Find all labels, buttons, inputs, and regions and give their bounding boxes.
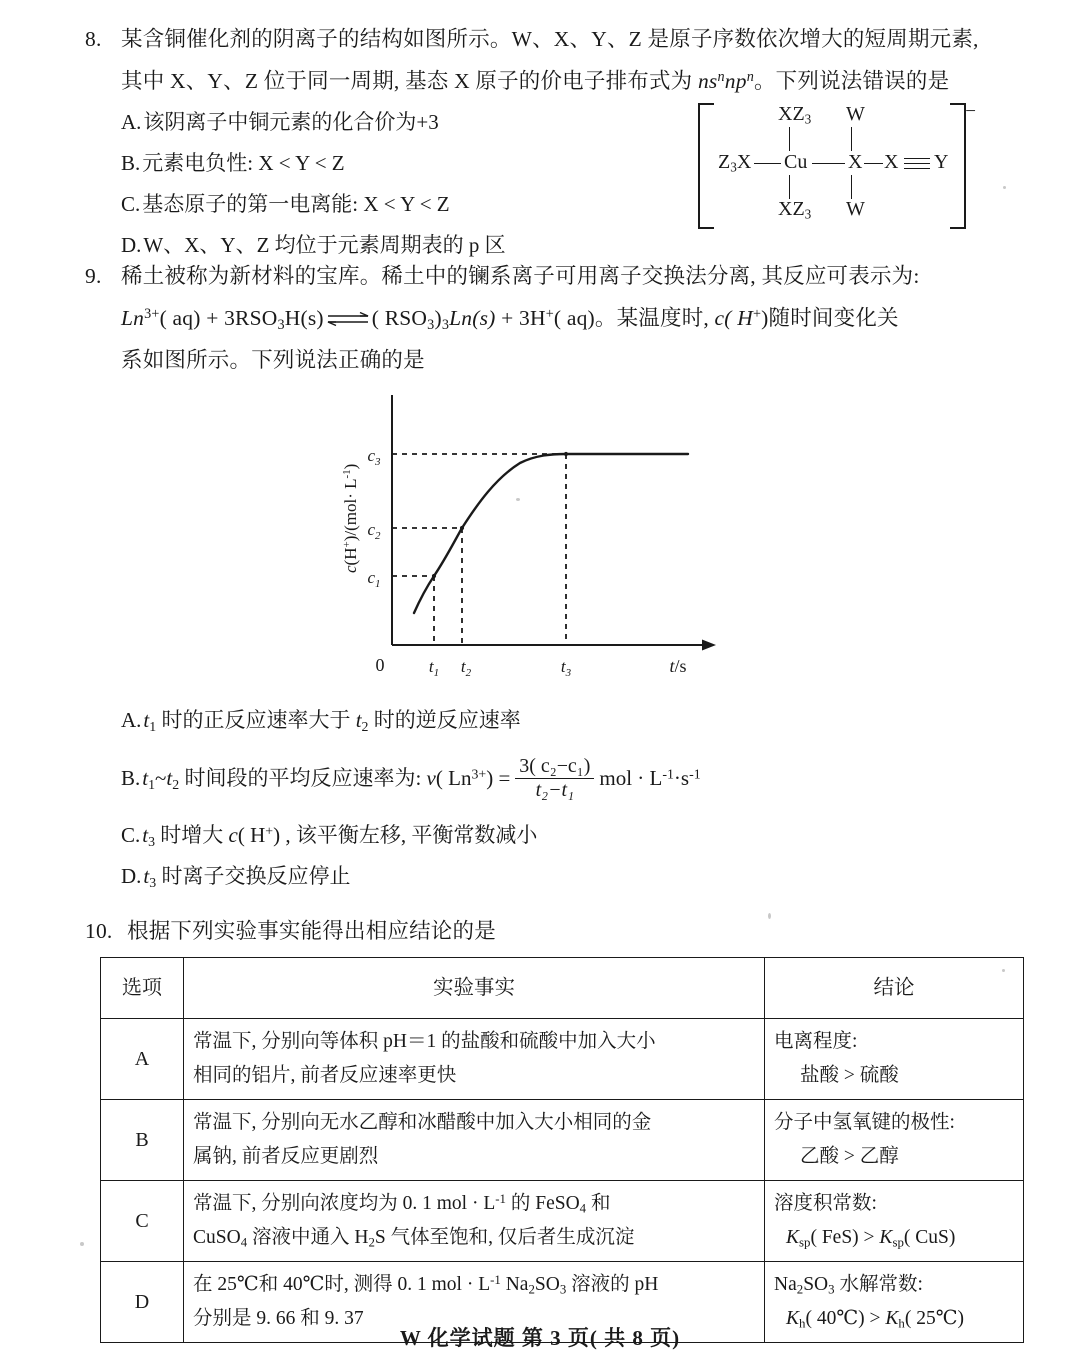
question-8-stem-text: 某含铜催化剂的阴离子的结构如图所示。W、X、Y、Z 是原子序数依次增大的短周期元素, xyxy=(121,27,979,51)
question-9-number: 9. xyxy=(85,264,102,288)
row-b-conc-line-1: 分子中氢氧键的极性: xyxy=(774,1112,955,1133)
q9-option-c-text: 时增大 c( H+) , 该平衡左移, 平衡常数减小 xyxy=(155,823,538,847)
q9-option-b-label: B. xyxy=(121,766,141,790)
equilibrium-arrow-svg xyxy=(326,311,370,327)
question-9 xyxy=(85,255,985,381)
option-b-label: B. xyxy=(121,151,141,175)
header-option: 选项 xyxy=(101,958,184,1019)
q9-option-d-text: 时离子交换反应停止 xyxy=(156,864,351,888)
ligand-bottom-right: W xyxy=(846,198,865,220)
ligand-bottom-left: $XZ_3$ xyxy=(778,198,812,222)
question-8-stem-line-1 xyxy=(85,18,985,60)
question-9-option-a: $A.t_1$ 时的正反应速率大于 $t_2$ 时的逆反应速率 xyxy=(121,708,521,734)
row-a-fact-line-1: 常温下, 分别向等体积 pH＝1 的盐酸和硫酸中加入大小 xyxy=(193,1031,656,1052)
valence-configuration: $ns^nnp^n$ xyxy=(697,69,754,93)
q9-option-c-label: C. xyxy=(121,823,141,847)
row-c-conc-line-1: 溶度积常数: xyxy=(774,1193,877,1214)
chart-svg xyxy=(330,395,730,685)
row-a-fact xyxy=(184,1019,765,1100)
row-a-fact-line-2: 相同的铝片, 前者反应速率更快 xyxy=(193,1065,457,1086)
row-a-option: A xyxy=(101,1019,184,1100)
bracket-left-icon xyxy=(698,103,714,229)
scan-speck xyxy=(516,498,520,501)
question-10-stem xyxy=(85,910,985,952)
question-9-stem-line-1 xyxy=(85,255,985,297)
fraction-numerator: 3( c₂−c₁) xyxy=(519,755,591,778)
row-a-conc-line-2: 盐酸 > 硫酸 xyxy=(800,1065,899,1086)
x-origin-label: 0 xyxy=(375,655,385,675)
row-c-fact xyxy=(184,1181,765,1262)
bond-vertical-top-right xyxy=(851,127,852,151)
option-b-text: 元素电负性: X < Y < Z xyxy=(142,151,345,175)
row-d-conc-line-1: $Na_2SO_3$ 水解常数: xyxy=(774,1274,923,1297)
row-b-option: B xyxy=(101,1100,184,1181)
ligand-left: $Z_3X$ xyxy=(718,151,752,175)
row-c-fact-line-2: CuSO$_4$ 溶液中通入 $H_2S$ 气体至饱和, 仅后者生成沉淀 xyxy=(193,1227,635,1250)
table-row xyxy=(101,1019,1024,1100)
table-header-row xyxy=(101,958,1024,1019)
row-b-conc-line-2: 乙酸 > 乙醇 xyxy=(800,1146,899,1167)
option-a-text: 该阴离子中铜元素的化合价为+3 xyxy=(143,110,439,134)
question-9-option-d: $D.t_3$ 时离子交换反应停止 xyxy=(121,864,351,890)
option-c-label: C. xyxy=(121,192,141,216)
row-b-fact-line-2: 属钠, 前者反应更剧烈 xyxy=(193,1146,379,1167)
x-tick-t1: $t_1$ xyxy=(428,657,440,679)
row-d-fact-line-2: 分别是 9. 66 和 9. 37 xyxy=(193,1308,364,1329)
question-9-option-b: $B.t_1\sim t_2$ 时间段的平均反应速率为: v( $Ln^{3+}$) = $\frac{\text{3( c₂−c₁)}}{\text{t₂−t₁}}$ mol · $L^{-1}\cdot s^{-1}$ xyxy=(121,755,701,801)
y-axis-label: $c(H^+)/(mol\cdot L^{-1})$ xyxy=(341,463,360,573)
row-d-conc-line-2: $K_h$( 40℃) > $K_h$( 25℃) xyxy=(786,1308,965,1331)
negative-charge-label: − xyxy=(965,101,976,122)
header-conclusion: 结论 xyxy=(765,958,1024,1019)
bond-vertical-bottom-right xyxy=(851,175,852,199)
row-d-option: D xyxy=(101,1262,184,1343)
question-8-stem-text-2a: 其中 X、Y、Z 位于同一周期, 基态 X 原子的价电子排布式为 xyxy=(121,69,698,93)
anion-structure-diagram xyxy=(698,101,976,225)
ion-exchange-equation: $Ln^{3+}$( $aq) + 3RSO_3H(s)$ ( $RSO_3)_3Ln(s) + 3H^+$( aq)。某温度时, c( H+)随时间变化关 xyxy=(121,306,899,330)
x-tick-t2: $t_2$ xyxy=(460,657,472,679)
scan-speck xyxy=(768,913,771,919)
option-c-text: 基态原子的第一电离能: X < Y < Z xyxy=(142,192,450,216)
q9-option-d-label: D. xyxy=(121,864,142,888)
option-d-label: D. xyxy=(121,233,142,257)
atom-x-triple-left: X xyxy=(884,151,899,173)
y-tick-c1: $c_1$ xyxy=(367,568,381,590)
row-a-conclusion xyxy=(765,1019,1024,1100)
row-c-conc-line-2: $K_{sp}$( $FeS) > K_{sp}$( CuS) xyxy=(786,1227,956,1250)
ligand-top-left: $XZ_3$ xyxy=(778,103,812,127)
row-c-option: C xyxy=(101,1181,184,1262)
copper-center: Cu xyxy=(784,151,808,173)
scan-speck xyxy=(1003,186,1006,189)
x-axis-label: t/s xyxy=(669,656,687,676)
question-9-options xyxy=(85,700,985,897)
question-8-stem-text-2b: 。下列说法错误的是 xyxy=(753,69,950,93)
atom-y-right: Y xyxy=(934,151,949,173)
experiment-conclusion-table xyxy=(100,957,1024,1343)
bond-x-to-x xyxy=(864,163,883,164)
bond-vertical-bottom-left xyxy=(789,175,790,199)
row-a-conc-line-1: 电离程度: xyxy=(774,1031,858,1052)
question-9-equation-line xyxy=(85,297,985,339)
average-rate-fraction xyxy=(515,755,594,803)
question-8-stem-line-2 xyxy=(85,60,985,102)
q9-option-a-label: A. xyxy=(121,708,142,732)
bracket-right-icon xyxy=(950,101,976,229)
question-10 xyxy=(85,910,985,952)
question-10-number: 10. xyxy=(85,919,113,943)
row-c-conclusion xyxy=(765,1181,1024,1262)
point-t3-c3 xyxy=(564,452,568,456)
ligand-top-right: W xyxy=(846,103,865,125)
table-row xyxy=(101,1181,1024,1262)
concentration-curve xyxy=(414,454,688,613)
scan-speck xyxy=(80,1242,84,1246)
bond-vertical-top-left xyxy=(789,127,790,151)
table-row xyxy=(101,1100,1024,1181)
triple-bond-icon xyxy=(904,158,930,168)
question-10-stem-text: 根据下列实验事实能得出相应结论的是 xyxy=(127,919,496,943)
equilibrium-arrow-icon xyxy=(326,299,370,315)
y-tick-c2: $c_2$ xyxy=(367,520,381,542)
point-t1-c1 xyxy=(432,574,436,578)
question-9-option-c: $C.t_3$ 时增大 c( H+) , 该平衡左移, 平衡常数减小 xyxy=(121,823,538,849)
option-a-label: A. xyxy=(121,110,142,134)
rate-unit: mol · $L^{-1}\cdot s^{-1}$ xyxy=(599,766,701,790)
question-9-stem-line-3: 系如图所示。下列说法正确的是 xyxy=(121,348,425,372)
concentration-vs-time-chart xyxy=(330,395,730,685)
option-d-text: W、X、Y、Z 均位于元素周期表的 p 区 xyxy=(143,233,506,257)
x-tick-t3: $t_3$ xyxy=(560,657,572,679)
header-fact: 实验事实 xyxy=(184,958,765,1019)
question-9-stem-text: 稀土被称为新材料的宝库。稀土中的镧系离子可用离子交换法分离, 其反应可表示为: xyxy=(121,264,920,288)
bond-copper-to-x xyxy=(812,163,845,164)
point-t2-c2 xyxy=(460,526,464,530)
fraction-denominator: t₂−t₁ xyxy=(515,778,594,803)
bond-left-to-copper xyxy=(754,163,781,164)
question-8-number: 8. xyxy=(85,27,102,51)
row-d-fact-line-1: 在 25℃和 40℃时, 测得 0. 1 mol · $L^{-1}$ $Na_2SO_3$ 溶液的 pH xyxy=(193,1272,659,1297)
x-axis-arrow-icon xyxy=(702,640,716,651)
scan-speck xyxy=(1002,969,1005,972)
y-tick-c3: $c_3$ xyxy=(367,446,381,468)
atom-x-middle: X xyxy=(848,151,863,173)
row-b-conclusion xyxy=(765,1100,1024,1181)
page-footer: W 化学试题 第 3 页( 共 8 页) xyxy=(399,1326,681,1350)
row-b-fact xyxy=(184,1100,765,1181)
row-c-fact-line-1: 常温下, 分别向浓度均为 0. 1 mol · $L^{-1}$ 的 FeSO$_4$ 和 xyxy=(193,1191,611,1216)
row-b-fact-line-1: 常温下, 分别向无水乙醇和冰醋酸中加入大小相同的金 xyxy=(193,1112,652,1133)
